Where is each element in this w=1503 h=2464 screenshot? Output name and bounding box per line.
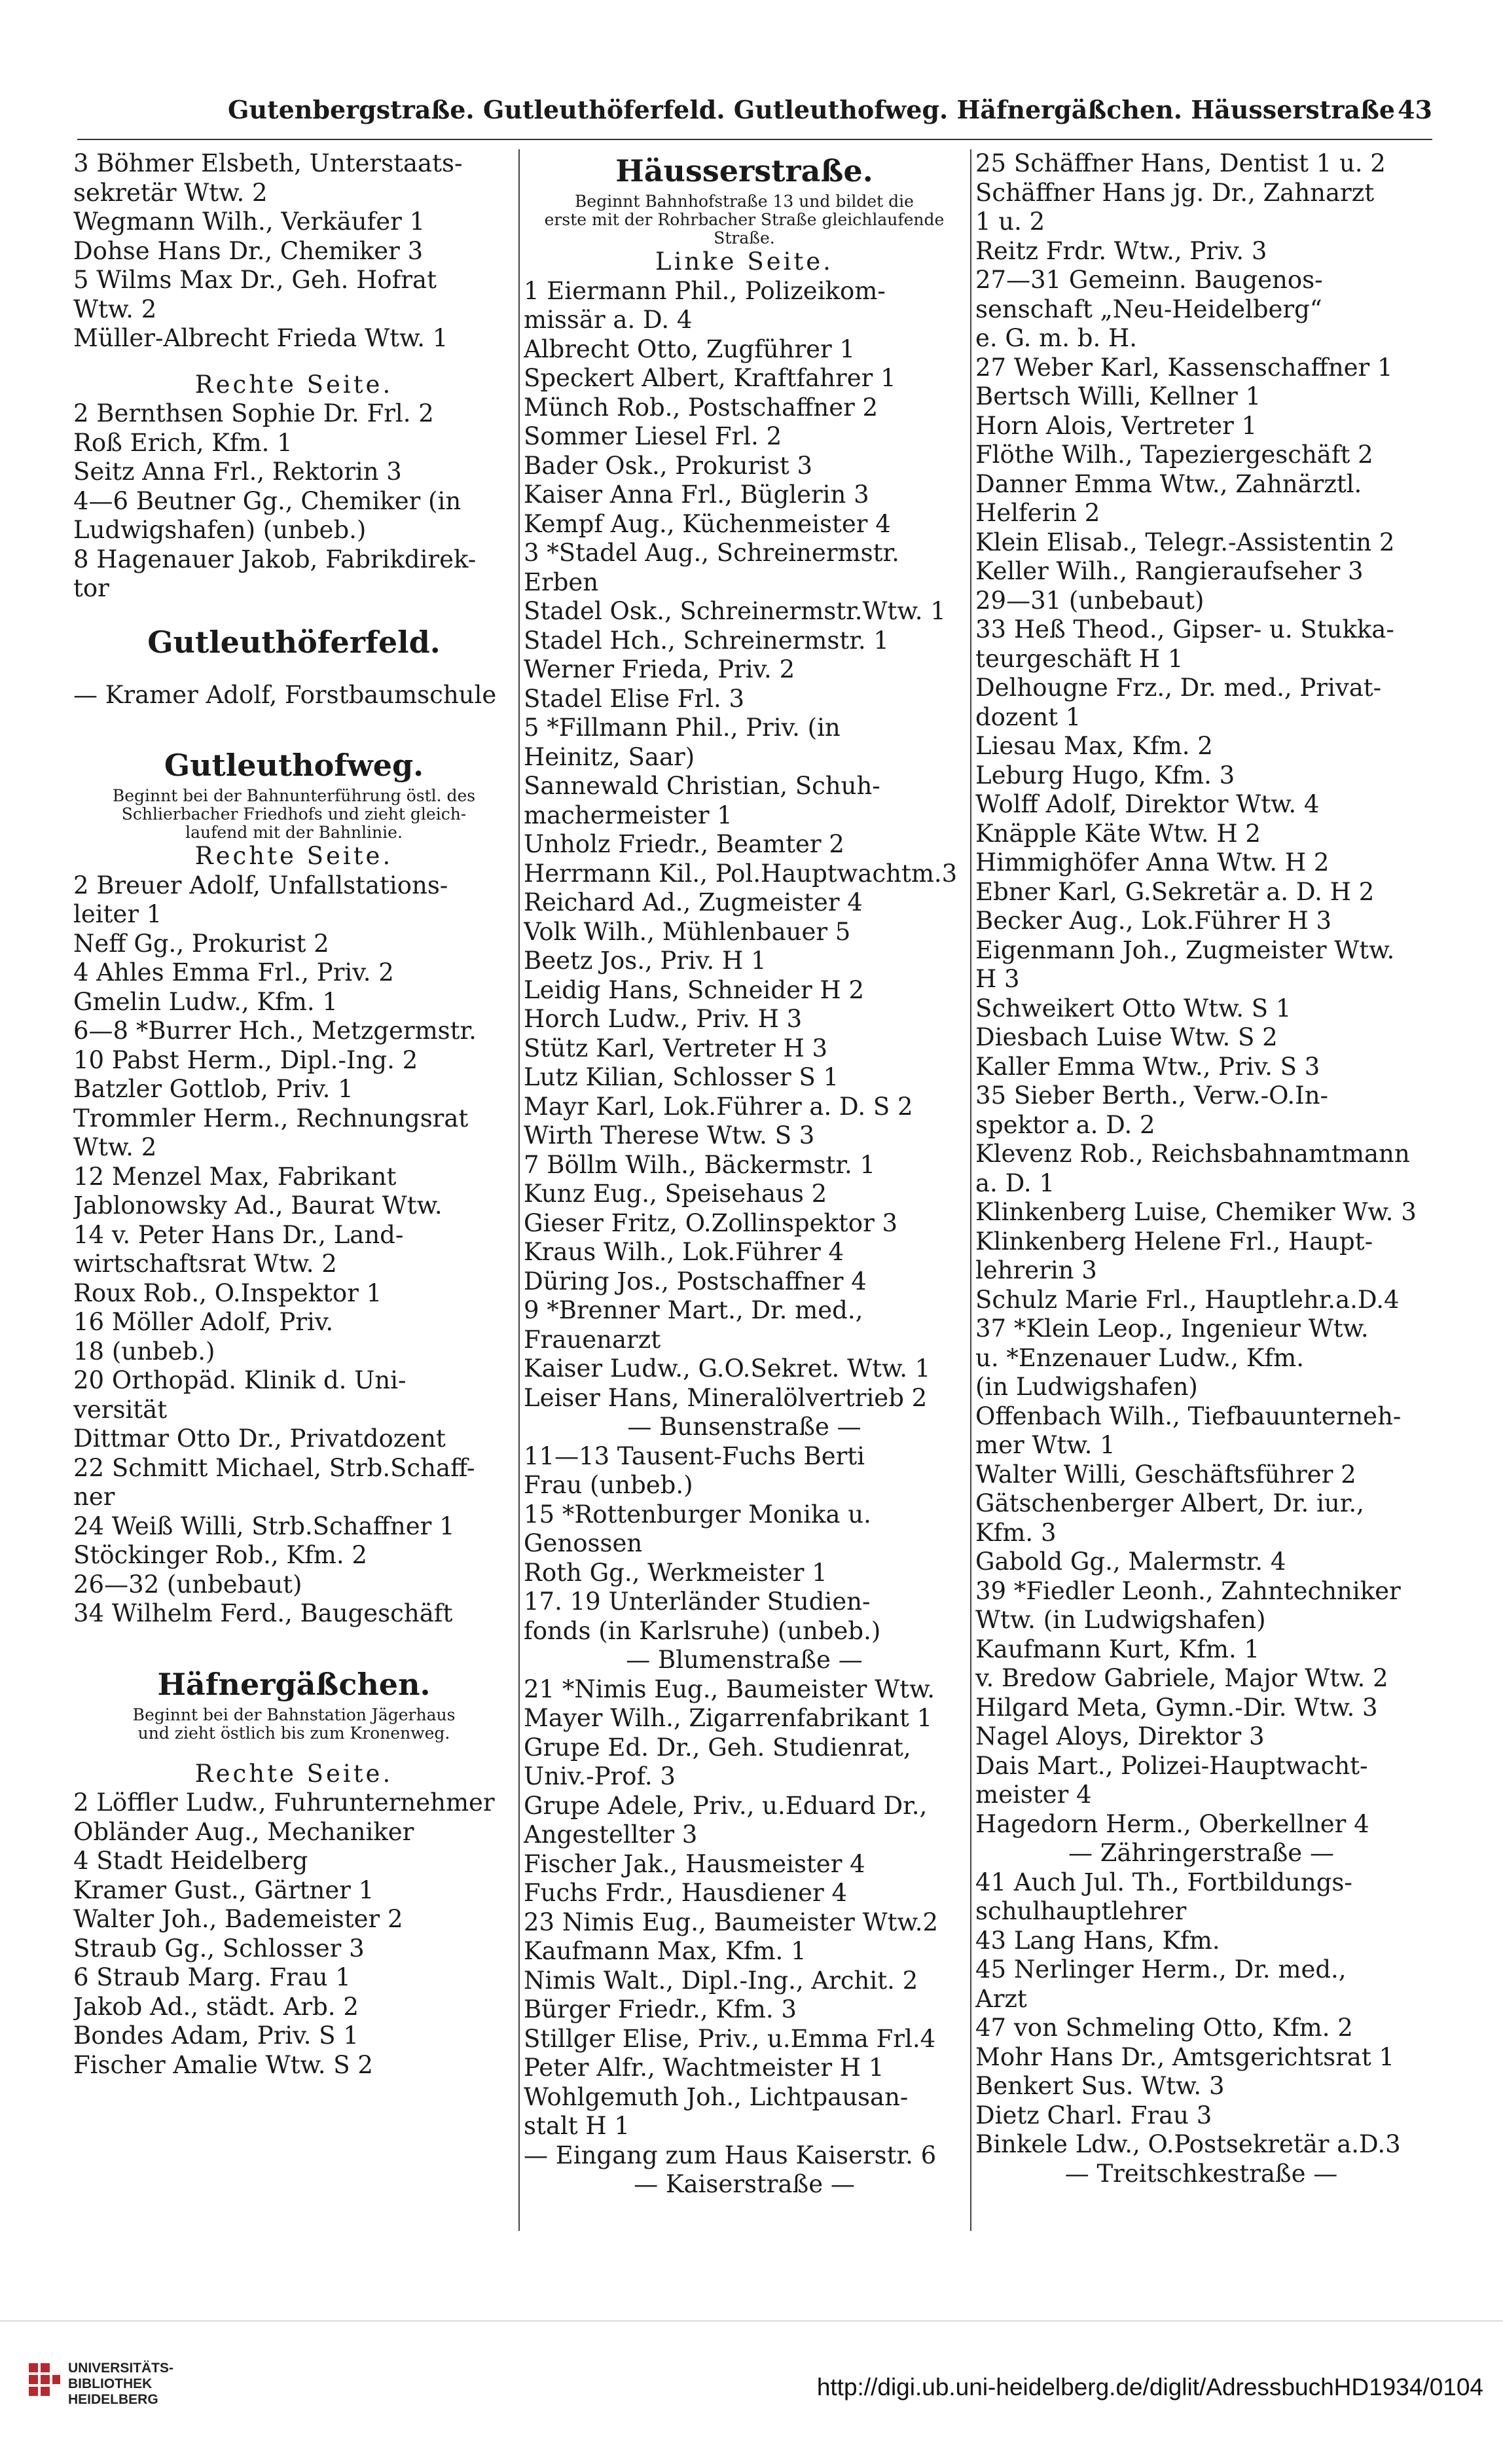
logo-line: BIBLIOTHEK <box>68 2376 153 2391</box>
directory-entry: 17. 19 Unterländer Studien- <box>524 1587 871 1616</box>
directory-entry: Leidig Hans, Schneider H 2 <box>524 975 864 1004</box>
directory-entry: Hilgard Meta, Gymn.-Dir. Wtw. 3 <box>975 1693 1378 1722</box>
directory-entry: Leiser Hans, Mineralölvertrieb 2 <box>524 1383 928 1412</box>
directory-entry: 25 Schäffner Hans, Dentist 1 u. 2 <box>975 149 1386 177</box>
directory-entry: Sommer Liesel Frl. 2 <box>524 422 782 450</box>
directory-entry: Angestellter 3 <box>524 1821 698 1849</box>
directory-entry: 3 *Stadel Aug., Schreinermstr. <box>524 539 899 567</box>
directory-entry: Genossen <box>524 1529 643 1557</box>
directory-entry: Reichard Ad., Zugmeister 4 <box>524 888 863 916</box>
cross-street: — Zähringerstraße — <box>1068 1839 1334 1867</box>
directory-entry: 16 Möller Adolf, Priv. <box>73 1308 334 1336</box>
directory-entry: Dietz Charl. Frau 3 <box>975 2101 1212 2129</box>
directory-entry: 27 Weber Karl, Kassenschaffner 1 <box>975 353 1393 382</box>
logo-line: UNIVERSITÄTS- <box>68 2361 174 2376</box>
directory-entry: 1 Eiermann Phil., Polizeikom- <box>524 276 886 305</box>
directory-entry: Grupe Adele, Priv., u.Eduard Dr., <box>524 1791 928 1820</box>
directory-entry: senschaft „Neu-Heidelberg“ <box>975 295 1322 323</box>
directory-entry: Kaiser Ludw., G.O.Sekret. Wtw. 1 <box>524 1354 931 1383</box>
directory-entry: Düring Jos., Postschaffner 4 <box>524 1267 867 1295</box>
column-middle <box>524 149 965 2231</box>
page-header <box>77 90 1432 130</box>
logo-line: HEIDELBERG <box>68 2392 158 2407</box>
directory-entry: ner <box>73 1483 115 1511</box>
column-left <box>73 149 515 2231</box>
directory-entry: Bürger Friedr., Kfm. 3 <box>524 1995 797 2023</box>
directory-entry: Dohse Hans Dr., Chemiker 3 <box>73 236 424 265</box>
directory-entry: Horn Alois, Vertreter 1 <box>975 411 1258 440</box>
directory-entry: 2 Bernthsen Sophie Dr. Frl. 2 <box>73 399 434 427</box>
library-logo-text <box>68 2361 173 2408</box>
directory-entry: Lutz Kilian, Schlosser S 1 <box>524 1063 839 1091</box>
directory-entry: Batzler Gottlob, Priv. 1 <box>73 1075 353 1103</box>
directory-entry: Stillger Elise, Priv., u.Emma Frl.4 <box>524 2024 936 2053</box>
street-note: Beginnt bei der Bahnstation Jägerhaus <box>132 1705 456 1724</box>
directory-entry: Danner Emma Wtw., Zahnärztl. <box>975 469 1362 498</box>
directory-entry: Fischer Amalie Wtw. S 2 <box>73 2050 373 2079</box>
directory-entry: 43 Lang Hans, Kfm. <box>975 1926 1220 1955</box>
directory-entry: Wtw. (in Ludwigshafen) <box>975 1606 1266 1634</box>
directory-entry: Grupe Ed. Dr., Geh. Studienrat, <box>524 1733 911 1762</box>
directory-entry: Ludwigshafen) (unbeb.) <box>73 516 367 544</box>
spacer <box>73 1646 515 1663</box>
directory-entry: e. G. m. b. H. <box>975 324 1138 352</box>
directory-entry: Wohlgemuth Joh., Lichtpausan- <box>524 2082 909 2111</box>
directory-entry: sekretär Wtw. 2 <box>73 178 268 207</box>
directory-entry: mer Wtw. 1 <box>975 1431 1115 1459</box>
header-rule <box>77 139 1432 140</box>
directory-entry: wirtschaftsrat Wtw. 2 <box>73 1250 337 1278</box>
directory-entry: Frau (unbeb.) <box>524 1471 693 1499</box>
directory-entry: Peter Alfr., Wachtmeister H 1 <box>524 2054 884 2082</box>
directory-entry: Gätschenberger Albert, Dr. iur., <box>975 1489 1364 1517</box>
directory-entry: Bondes Adam, Priv. S 1 <box>73 2021 359 2050</box>
directory-entry: 8 Hagenauer Jakob, Fabrikdirek- <box>73 545 477 573</box>
directory-entry: Stütz Karl, Vertreter H 3 <box>524 1034 828 1062</box>
directory-entry: 12 Menzel Max, Fabrikant <box>73 1162 397 1191</box>
side-heading: Rechte Seite. <box>194 842 393 870</box>
directory-entry: 27—31 Gemeinn. Baugenos- <box>975 266 1323 294</box>
street-heading: Gutleuthöferfeld. <box>147 624 441 660</box>
directory-entry: Frauenarzt <box>524 1325 661 1354</box>
spacer <box>73 664 515 681</box>
directory-entry: 2 Breuer Adolf, Unfallstations- <box>73 871 448 899</box>
directory-entry: u. *Enzenauer Ludw., Kfm. <box>975 1343 1304 1372</box>
directory-entry: Kfm. 3 <box>975 1518 1057 1547</box>
directory-entry: versität <box>73 1395 168 1424</box>
directory-entry: meister 4 <box>975 1781 1092 1809</box>
directory-entry: Speckert Albert, Kraftfahrer 1 <box>524 364 896 392</box>
directory-entry: 37 *Klein Leop., Ingenieur Wtw. <box>975 1314 1369 1343</box>
directory-entry: Kempf Aug., Küchenmeister 4 <box>524 509 891 538</box>
spacer <box>73 604 515 621</box>
directory-entry: Heinitz, Saar) <box>524 742 695 771</box>
directory-entry: Kaller Emma Wtw., Priv. S 3 <box>975 1052 1320 1081</box>
directory-entry: 4 Ahles Emma Frl., Priv. 2 <box>73 958 394 987</box>
directory-entry: Wirth Therese Wtw. S 3 <box>524 1121 815 1150</box>
directory-entry: lehrerin 3 <box>975 1256 1097 1284</box>
street-note: Beginnt bei der Bahnunterführung östl. des <box>112 787 476 805</box>
page-number: 43 <box>1398 95 1432 124</box>
cross-street: — Bunsenstraße — <box>627 1413 861 1441</box>
street-note: laufend mit der Bahnlinie. <box>185 824 403 842</box>
directory-entry: 5 *Fillmann Phil., Priv. (in <box>524 714 841 742</box>
directory-entry: 15 *Rottenburger Monika u. <box>524 1500 871 1529</box>
directory-entry: Erben <box>524 568 599 596</box>
directory-entry: 20 Orthopäd. Klinik d. Uni- <box>73 1366 407 1394</box>
directory-entry: 24 Weiß Willi, Strb.Schaffner 1 <box>73 1512 455 1540</box>
directory-entry: Albrecht Otto, Zugführer 1 <box>524 335 856 363</box>
directory-entry: Volk Wilh., Mühlenbauer 5 <box>524 917 851 946</box>
directory-entry: Arzt <box>975 1984 1027 2013</box>
directory-entry: Sannewald Christian, Schuh- <box>524 772 880 800</box>
street-note: Straße. <box>714 229 775 247</box>
directory-entry: Mohr Hans Dr., Amtsgerichtsrat 1 <box>975 2042 1395 2071</box>
directory-entry: 21 *Nimis Eug., Baumeister Wtw. <box>524 1675 935 1703</box>
directory-entry: 9 *Brenner Mart., Dr. med., <box>524 1296 863 1324</box>
directory-entry: Herrmann Kil., Pol.Hauptwachtm.3 <box>524 859 958 888</box>
directory-entry: Keller Wilh., Rangieraufseher 3 <box>975 557 1364 585</box>
directory-entry: 10 Pabst Herm., Dipl.-Ing. 2 <box>73 1045 418 1074</box>
spacer <box>73 710 515 727</box>
directory-entry: Gieser Fritz, O.Zollinspektor 3 <box>524 1208 898 1237</box>
directory-entry: Benkert Sus. Wtw. 3 <box>975 2072 1225 2100</box>
directory-entry: Binkele Ldw., O.Postsekretär a.D.3 <box>975 2130 1401 2158</box>
directory-entry: Unholz Friedr., Beamter 2 <box>524 830 844 858</box>
directory-entry: 26—32 (unbebaut) <box>73 1570 302 1599</box>
side-heading: Rechte Seite. <box>194 370 393 399</box>
directory-entry: Leburg Hugo, Kfm. 3 <box>975 761 1235 789</box>
spacer <box>73 353 515 371</box>
directory-entry: Klein Elisab., Telegr.-Assistentin 2 <box>975 528 1395 556</box>
directory-entry: Müller-Albrecht Frieda Wtw. 1 <box>73 324 448 352</box>
directory-entry: Knäpple Käte Wtw. H 2 <box>975 819 1261 848</box>
directory-entry: Roth Gg., Werkmeister 1 <box>524 1558 827 1587</box>
directory-entry: a. D. 1 <box>975 1169 1055 1197</box>
directory-entry: Beetz Jos., Priv. H 1 <box>524 947 767 975</box>
side-heading: Rechte Seite. <box>194 1759 393 1788</box>
directory-entry: Schweikert Otto Wtw. S 1 <box>975 994 1292 1023</box>
cross-street: — Treitschkestraße — <box>1064 2159 1338 2188</box>
directory-entry: Mayr Karl, Lok.Führer a. D. S 2 <box>524 1092 913 1121</box>
directory-entry: Bertsch Willi, Kellner 1 <box>975 382 1261 410</box>
directory-entry: Nimis Walt., Dipl.-Ing., Archit. 2 <box>524 1966 918 1995</box>
directory-entry: schulhauptlehrer <box>975 1897 1187 1925</box>
street-note: Beginnt Bahnhofstraße 13 und bildet die <box>575 192 914 211</box>
directory-entry: Schäffner Hans jg. Dr., Zahnarzt <box>975 178 1375 207</box>
directory-entry: — Kramer Adolf, Forstbaumschule <box>73 680 497 709</box>
directory-entry: Klinkenberg Helene Frl., Haupt- <box>975 1227 1373 1256</box>
directory-entry: 34 Wilhelm Ferd., Baugeschäft <box>73 1599 453 1627</box>
directory-entry: 45 Nerlinger Herm., Dr. med., <box>975 1955 1347 1984</box>
directory-entry: — Eingang zum Haus Kaiserstr. 6 <box>524 2141 937 2169</box>
directory-entry: teurgeschäft H 1 <box>975 644 1184 673</box>
directory-entry: Münch Rob., Postschaffner 2 <box>524 393 878 422</box>
spacer <box>73 1743 515 1760</box>
directory-entry: 6 Straub Marg. Frau 1 <box>73 1963 351 1991</box>
directory-entry: Kraus Wilh., Lok.Führer 4 <box>524 1238 844 1266</box>
directory-entry: v. Bredow Gabriele, Major Wtw. 2 <box>975 1664 1388 1692</box>
directory-entry: Kunz Eug., Speisehaus 2 <box>524 1180 827 1208</box>
column-divider <box>518 149 520 2231</box>
directory-entry: 7 Böllm Wilh., Bäckermstr. 1 <box>524 1150 876 1179</box>
directory-entry: Wtw. 2 <box>73 295 157 323</box>
directory-entry: Jakob Ad., städt. Arb. 2 <box>73 1992 359 2021</box>
viewer-footer <box>0 2321 1503 2464</box>
directory-entry: Fischer Jak., Hausmeister 4 <box>524 1849 865 1878</box>
spacer <box>73 727 515 744</box>
directory-entry: 18 (unbeb.) <box>73 1337 215 1366</box>
directory-entry: Stadel Elise Frl. 3 <box>524 684 745 713</box>
street-note: erste mit der Rohrbacher Straße gleichlaufende <box>544 211 945 229</box>
directory-entry: (in Ludwigshafen) <box>975 1373 1198 1401</box>
directory-entry: Liesau Max, Kfm. 2 <box>975 732 1213 760</box>
street-heading: Gutleuthofweg. <box>164 748 424 783</box>
directory-entry: Stadel Osk., Schreinermstr.Wtw. 1 <box>524 597 946 625</box>
directory-entry: Wegmann Wilh., Verkäufer 1 <box>73 208 426 236</box>
directory-entry: Klevenz Rob., Reichsbahnamtmann <box>975 1140 1410 1168</box>
directory-entry: Delhougne Frz., Dr. med., Privat- <box>975 674 1382 702</box>
street-heading: Häfnergäßchen. <box>157 1666 431 1702</box>
directory-entry: tor <box>73 574 109 602</box>
directory-entry: 6—8 *Burrer Hch., Metzgermstr. <box>73 1017 477 1045</box>
directory-entry: 2 Löffler Ludw., Fuhrunternehmer <box>73 1788 495 1817</box>
directory-entry: Wtw. 2 <box>73 1133 157 1161</box>
directory-entry: Himmighöfer Anna Wtw. H 2 <box>975 848 1330 877</box>
directory-entry: Neff Gg., Prokurist 2 <box>73 929 329 958</box>
directory-entry: 41 Auch Jul. Th., Fortbildungs- <box>975 1868 1352 1896</box>
directory-entry: stalt H 1 <box>524 2112 630 2140</box>
directory-entry: Seitz Anna Frl., Rektorin 3 <box>73 458 402 486</box>
directory-entry: Kaufmann Kurt, Kfm. 1 <box>975 1635 1260 1663</box>
directory-entry: missär a. D. 4 <box>524 306 693 334</box>
directory-entry: Roux Rob., O.Inspektor 1 <box>73 1278 382 1307</box>
directory-entry: Obländer Aug., Mechaniker <box>73 1817 414 1846</box>
directory-entry: Gmelin Ludw., Kfm. 1 <box>73 987 338 1016</box>
directory-entry: 4—6 Beutner Gg., Chemiker (in <box>73 486 462 515</box>
directory-entry: Becker Aug., Lok.Führer H 3 <box>975 907 1332 935</box>
directory-entry: Dittmar Otto Dr., Privatdozent <box>73 1424 446 1453</box>
cross-street: — Kaiserstraße — <box>634 2170 855 2198</box>
directory-entry: 14 v. Peter Hans Dr., Land- <box>73 1220 404 1249</box>
column-right <box>975 149 1427 2231</box>
street-note: und zieht östlich bis zum Kronenweg. <box>137 1724 450 1743</box>
directory-entry: Schulz Marie Frl., Hauptlehr.a.D.4 <box>975 1285 1400 1314</box>
side-heading: Linke Seite. <box>655 247 833 276</box>
cross-street: — Blumenstraße — <box>626 1646 863 1674</box>
street-heading: Häusserstraße. <box>615 153 873 189</box>
directory-entry: Diesbach Luise Wtw. S 2 <box>975 1023 1278 1051</box>
directory-entry: machermeister 1 <box>524 801 733 829</box>
directory-entry: Trommler Herm., Rechnungsrat <box>73 1104 469 1132</box>
directory-entry: spektor a. D. 2 <box>975 1110 1155 1139</box>
directory-entry: Eigenmann Joh., Zugmeister Wtw. <box>975 935 1395 964</box>
directory-entry: Helferin 2 <box>975 499 1100 527</box>
running-title: Gutenbergstraße. Gutleuthöferfeld. Gutleuthofweg. Häfnergäßchen. Häusserstraße <box>228 95 1396 124</box>
directory-entry: Hagedorn Herm., Oberkellner 4 <box>975 1809 1369 1838</box>
directory-entry: Roß Erich, Kfm. 1 <box>73 428 293 457</box>
directory-entry: Straub Gg., Schlosser 3 <box>73 1934 365 1963</box>
directory-entry: Kaiser Anna Frl., Büglerin 3 <box>524 480 869 509</box>
directory-entry: Walter Willi, Geschäftsführer 2 <box>975 1460 1356 1489</box>
directory-entry: Dais Mart., Polizei-Hauptwacht- <box>975 1751 1368 1780</box>
directory-entry: Klinkenberg Luise, Chemiker Ww. 3 <box>975 1198 1417 1226</box>
permalink-url[interactable]: http://digi.ub.uni-heidelberg.de/diglit/AdressbuchHD1934/0104 <box>816 2374 1483 2401</box>
directory-entry: H 3 <box>975 965 1020 993</box>
directory-entry: Mayer Wilh., Zigarrenfabrikant 1 <box>524 1704 933 1732</box>
street-note: Schlierbacher Friedhofs und zieht gleich- <box>121 805 467 824</box>
directory-entry: 23 Nimis Eug., Baumeister Wtw.2 <box>524 1908 939 1936</box>
directory-entry: Bader Osk., Prokurist 3 <box>524 451 813 480</box>
directory-entry: Wolff Adolf, Direktor Wtw. 4 <box>975 790 1320 818</box>
directory-entry: dozent 1 <box>975 702 1081 731</box>
directory-entry: 3 Böhmer Elsbeth, Unterstaats- <box>73 149 463 177</box>
directory-entry: 47 von Schmeling Otto, Kfm. 2 <box>975 2014 1353 2042</box>
directory-entry: 39 *Fiedler Leonh., Zahntechniker <box>975 1576 1401 1605</box>
directory-entry: 29—31 (unbebaut) <box>975 586 1204 615</box>
library-logo[interactable] <box>26 2361 196 2433</box>
directory-entry: 1 u. 2 <box>975 208 1045 236</box>
directory-entry: Kramer Gust., Gärtner 1 <box>73 1875 374 1904</box>
directory-entry: Offenbach Wilh., Tiefbauunterneh- <box>975 1402 1402 1430</box>
directory-entry: 22 Schmitt Michael, Strb.Schaff- <box>73 1453 475 1482</box>
directory-entry: fonds (in Karlsruhe) (unbeb.) <box>524 1616 881 1645</box>
spacer <box>73 1629 515 1646</box>
directory-entry: leiter 1 <box>73 900 162 928</box>
directory-entry: 11—13 Tausent-Fuchs Berti <box>524 1441 865 1470</box>
directory-entry: Ebner Karl, G.Sekretär a. D. H 2 <box>975 877 1375 906</box>
directory-entry: 33 Heß Theod., Gipser- u. Stukka- <box>975 615 1394 643</box>
directory-entry: Stadel Hch., Schreinermstr. 1 <box>524 626 889 655</box>
directory-entry: Walter Joh., Bademeister 2 <box>73 1905 403 1933</box>
directory-entry: Kaufmann Max, Kfm. 1 <box>524 1937 806 1965</box>
directory-entry: Gabold Gg., Malermstr. 4 <box>975 1548 1286 1576</box>
directory-entry: Reitz Frdr. Wtw., Priv. 3 <box>975 236 1267 265</box>
directory-entry: Fuchs Frdr., Hausdiener 4 <box>524 1879 848 1907</box>
directory-entry: 5 Wilms Max Dr., Geh. Hofrat <box>73 266 437 294</box>
column-divider <box>970 149 971 2231</box>
directory-entry: Nagel Aloys, Direktor 3 <box>975 1722 1265 1750</box>
directory-entry: Horch Ludw., Priv. H 3 <box>524 1005 803 1033</box>
directory-entry: Univ.-Prof. 3 <box>524 1762 676 1790</box>
library-logo-icon <box>26 2361 63 2426</box>
directory-entry: Werner Frieda, Priv. 2 <box>524 655 795 683</box>
directory-entry: 35 Sieber Berth., Verw.-O.In- <box>975 1081 1329 1110</box>
directory-entry: 4 Stadt Heidelberg <box>73 1847 308 1875</box>
directory-entry: Jablonowsky Ad., Baurat Wtw. <box>73 1191 443 1220</box>
directory-entry: Flöthe Wilh., Tapeziergeschäft 2 <box>975 441 1373 469</box>
directory-entry: Stöckinger Rob., Kfm. 2 <box>73 1541 367 1569</box>
